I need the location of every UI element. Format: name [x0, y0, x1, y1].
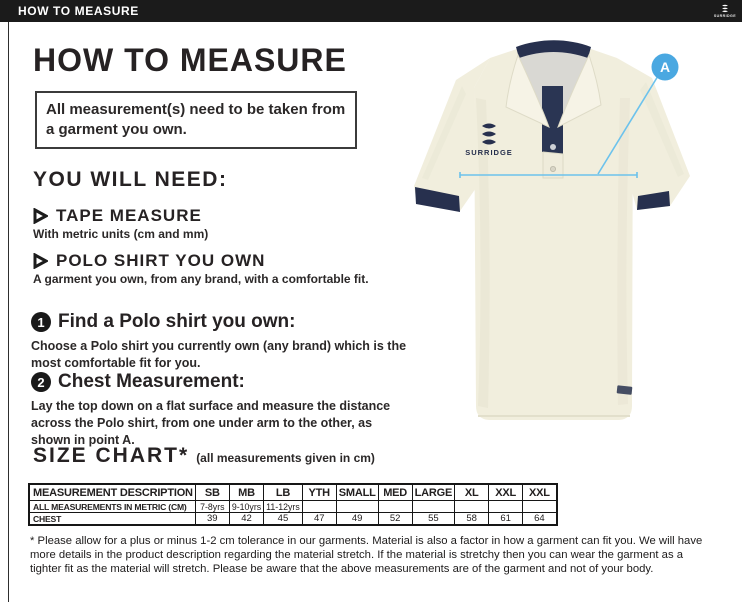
step-title: Chest Measurement:	[58, 371, 245, 392]
need-item-polo-shirt	[33, 251, 369, 286]
size-chart-heading	[33, 444, 375, 468]
table-cell: 42	[229, 513, 263, 526]
table-cell: 9-10yrs	[229, 501, 263, 513]
column-header: LB	[264, 484, 303, 501]
you-will-need-heading: YOU WILL NEED:	[33, 168, 228, 191]
table-cell	[378, 501, 412, 513]
tolerance-footnote: * Please allow for a plus or minus 1-2 cm tolerance in our garments. Material is also a factor in how a garment can fit you. We will have more details in the product description regarding the material stretch. If the material is stretchy then you can wear the garment as a tighter fit as the material will stretch. Please be aware that the above measurements are of the garment and not of your body.	[30, 535, 703, 575]
column-header: XL	[455, 484, 489, 501]
column-header: SMALL	[336, 484, 378, 501]
table-cell: 52	[378, 513, 412, 526]
table-cell	[412, 501, 455, 513]
brand-logo-text: SURRIDGE	[713, 13, 736, 18]
step-number-badge: 1	[31, 312, 51, 332]
column-header: LARGE	[412, 484, 455, 501]
column-header: MEASUREMENT DESCRIPTION	[29, 484, 195, 501]
shirt-hem-tag	[617, 385, 633, 395]
table-cell	[302, 501, 336, 513]
table-cell: 58	[455, 513, 489, 526]
table-row-metric-ages	[29, 501, 557, 513]
brand-logo	[714, 4, 736, 19]
table-row-chest	[29, 513, 557, 526]
table-cell: 64	[523, 513, 557, 526]
top-bar	[0, 0, 742, 22]
table-cell: 11-12yrs	[264, 501, 303, 513]
need-item-description: With metric units (cm and mm)	[33, 227, 209, 241]
row-label: CHEST	[29, 513, 195, 526]
step-title: Find a Polo shirt you own:	[58, 311, 296, 332]
step-description: Lay the top down on a flat surface and measure the distance across the Polo shirt, from one under arm to the other, as shown in point A.	[31, 399, 391, 447]
table-cell: 39	[195, 513, 229, 526]
table-cell	[455, 501, 489, 513]
measurement-note-box: All measurement(s) need to be taken from a garment you own.	[35, 91, 357, 149]
table-cell	[489, 501, 523, 513]
table-header-row	[29, 484, 557, 501]
need-item-description: A garment you own, from any brand, with a comfortable fit.	[33, 272, 369, 286]
column-header: XXL	[489, 484, 523, 501]
need-item-label: POLO SHIRT YOU OWN	[56, 251, 266, 270]
table-cell: 55	[412, 513, 455, 526]
column-header: MB	[229, 484, 263, 501]
top-bar-title: HOW TO MEASURE	[18, 4, 139, 18]
brand-swirl-icon	[718, 4, 732, 14]
need-item-tape-measure	[33, 206, 208, 241]
size-chart-table	[28, 483, 558, 526]
table-cell: 49	[336, 513, 378, 526]
shirt-button	[550, 166, 555, 171]
column-header: YTH	[302, 484, 336, 501]
step-2	[31, 371, 407, 449]
shirt-logo-text: SURRIDGE	[465, 148, 513, 157]
column-header: SB	[195, 484, 229, 501]
table-cell: 45	[264, 513, 303, 526]
triangle-bullet-icon	[33, 253, 48, 269]
step-1	[31, 311, 407, 372]
table-cell: 7-8yrs	[195, 501, 229, 513]
need-item-label: TAPE MEASURE	[56, 206, 202, 225]
size-chart-title: SIZE CHART*	[33, 444, 190, 467]
point-a-label: A	[659, 59, 671, 75]
row-label: ALL MEASUREMENTS IN METRIC (CM)	[29, 501, 195, 513]
page-title: HOW TO MEASURE	[33, 42, 347, 78]
triangle-bullet-icon	[33, 208, 48, 224]
column-header: MED	[378, 484, 412, 501]
step-description: Choose a Polo shirt you currently own (any brand) which is the most comfortable fit for you.	[31, 339, 407, 370]
step-number-badge: 2	[31, 372, 51, 392]
polo-shirt-diagram	[402, 28, 742, 428]
table-cell	[523, 501, 557, 513]
shirt-placket	[543, 152, 563, 178]
shirt-button	[550, 144, 556, 150]
size-chart-subtitle: (all measurements given in cm)	[196, 451, 375, 465]
table-cell	[336, 501, 378, 513]
column-header: XXL	[523, 484, 557, 501]
table-cell: 61	[489, 513, 523, 526]
page-border-line	[8, 22, 9, 602]
table-cell: 47	[302, 513, 336, 526]
